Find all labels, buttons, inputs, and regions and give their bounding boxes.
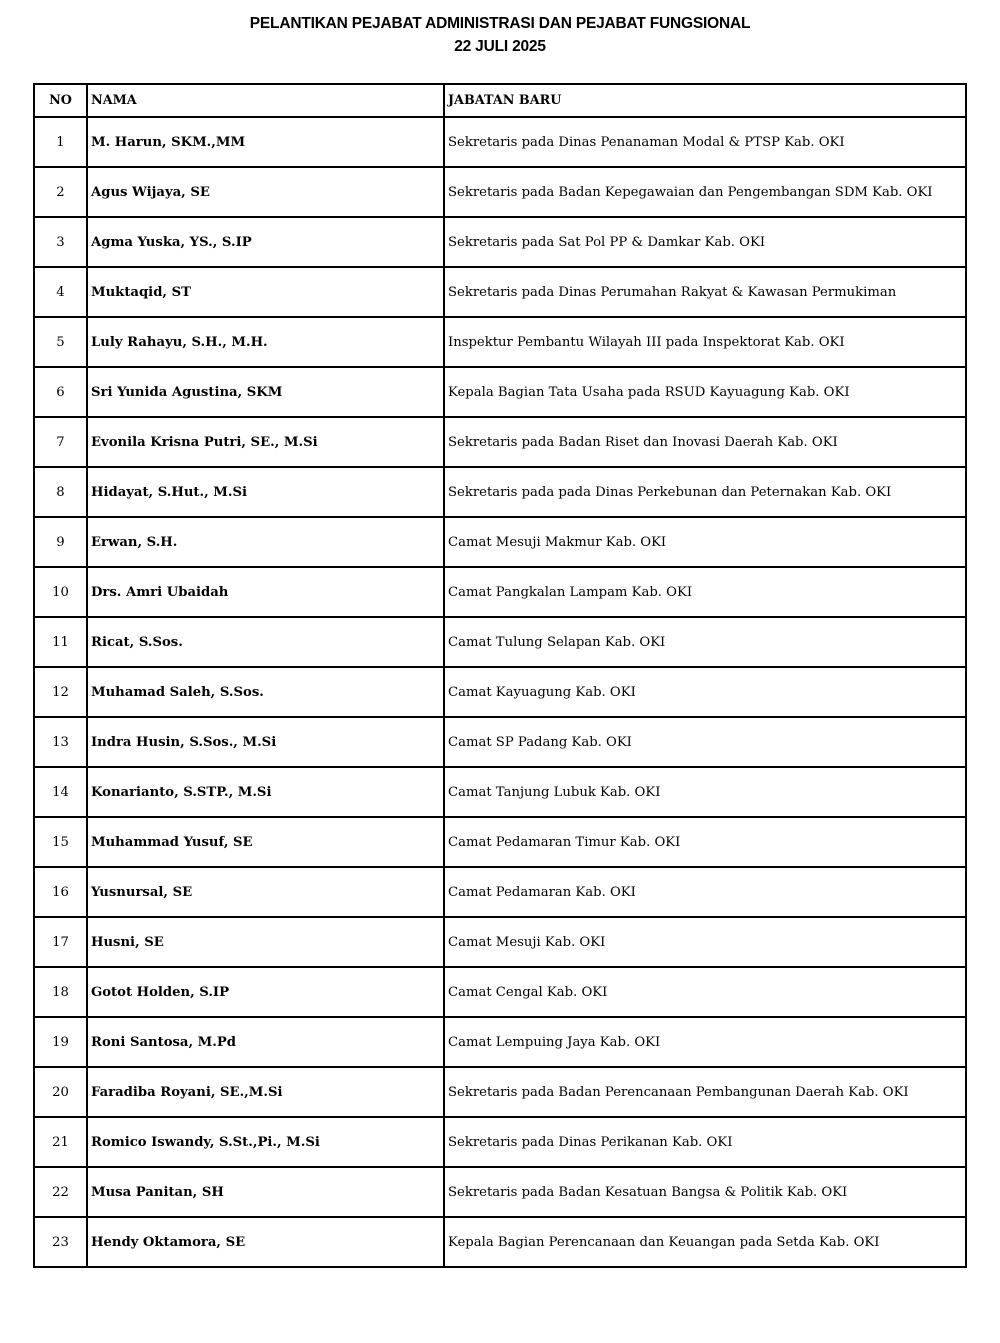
row-name: Ricat, S.Sos. [87,617,444,667]
row-name: Erwan, S.H. [87,517,444,567]
row-number: 22 [34,1167,87,1217]
row-name: Yusnursal, SE [87,867,444,917]
row-position: Sekretaris pada Badan Perencanaan Pembangunan Daerah Kab. OKI [444,1067,966,1117]
row-number: 7 [34,417,87,467]
row-name: Indra Husin, S.Sos., M.Si [87,717,444,767]
column-header-position: JABATAN BARU [444,84,966,117]
table-header [34,84,966,117]
document-title: PELANTIKAN PEJABAT ADMINISTRASI DAN PEJABAT FUNGSIONAL [249,15,751,32]
row-position: Kepala Bagian Perencanaan dan Keuangan pada Setda Kab. OKI [444,1217,966,1267]
row-name: Muktaqid, ST [87,267,444,317]
row-number: 20 [34,1067,87,1117]
document-header [0,12,1000,58]
row-position: Camat Tulung Selapan Kab. OKI [444,617,966,667]
row-name: Hidayat, S.Hut., M.Si [87,467,444,517]
row-position: Camat Pangkalan Lampam Kab. OKI [444,567,966,617]
table-row [34,467,966,517]
table-row [34,817,966,867]
table-row [34,267,966,317]
row-name: Hendy Oktamora, SE [87,1217,444,1267]
column-header-no: NO [34,84,87,117]
row-name: Agus Wijaya, SE [87,167,444,217]
row-number: 10 [34,567,87,617]
row-number: 2 [34,167,87,217]
row-number: 12 [34,667,87,717]
table-row [34,1217,966,1267]
row-position: Sekretaris pada Badan Riset dan Inovasi Daerah Kab. OKI [444,417,966,467]
row-number: 19 [34,1017,87,1067]
row-position: Sekretaris pada Sat Pol PP & Damkar Kab. OKI [444,217,966,267]
row-position: Sekretaris pada Dinas Perikanan Kab. OKI [444,1117,966,1167]
table-row [34,917,966,967]
row-number: 5 [34,317,87,367]
row-number: 11 [34,617,87,667]
row-number: 4 [34,267,87,317]
table-row [34,367,966,417]
row-name: Agma Yuska, YS., S.IP [87,217,444,267]
table-row [34,867,966,917]
row-number: 15 [34,817,87,867]
row-position: Camat Tanjung Lubuk Kab. OKI [444,767,966,817]
row-position: Camat Kayuagung Kab. OKI [444,667,966,717]
row-name: Drs. Amri Ubaidah [87,567,444,617]
table-row [34,767,966,817]
row-name: Konarianto, S.STP., M.Si [87,767,444,817]
row-position: Camat Lempuing Jaya Kab. OKI [444,1017,966,1067]
table-row [34,1117,966,1167]
appointment-table [33,83,967,1268]
table-row [34,1017,966,1067]
row-name: Musa Panitan, SH [87,1167,444,1217]
row-position: Inspektur Pembantu Wilayah III pada Inspektorat Kab. OKI [444,317,966,367]
table-row [34,967,966,1017]
table-row [34,617,966,667]
table-row [34,567,966,617]
table-row [34,317,966,367]
table-row [34,1167,966,1217]
row-position: Kepala Bagian Tata Usaha pada RSUD Kayuagung Kab. OKI [444,367,966,417]
table-row [34,1067,966,1117]
row-number: 21 [34,1117,87,1167]
row-position: Camat Pedamaran Kab. OKI [444,867,966,917]
row-name: M. Harun, SKM.,MM [87,117,444,167]
row-name: Faradiba Royani, SE.,M.Si [87,1067,444,1117]
row-position: Sekretaris pada Dinas Penanaman Modal & PTSP Kab. OKI [444,117,966,167]
row-position: Camat Cengal Kab. OKI [444,967,966,1017]
table-row [34,517,966,567]
row-number: 9 [34,517,87,567]
column-header-name: NAMA [87,84,444,117]
table-row [34,217,966,267]
row-position: Sekretaris pada Badan Kepegawaian dan Pengembangan SDM Kab. OKI [444,167,966,217]
row-number: 8 [34,467,87,517]
row-name: Gotot Holden, S.IP [87,967,444,1017]
row-name: Muhamad Saleh, S.Sos. [87,667,444,717]
row-name: Roni Santosa, M.Pd [87,1017,444,1067]
table-body [34,117,966,1267]
row-name: Husni, SE [87,917,444,967]
row-number: 6 [34,367,87,417]
row-name: Sri Yunida Agustina, SKM [87,367,444,417]
row-name: Evonila Krisna Putri, SE., M.Si [87,417,444,467]
row-position: Camat Mesuji Makmur Kab. OKI [444,517,966,567]
row-number: 16 [34,867,87,917]
row-number: 23 [34,1217,87,1267]
table-row [34,667,966,717]
row-name: Muhammad Yusuf, SE [87,817,444,867]
row-number: 17 [34,917,87,967]
row-number: 13 [34,717,87,767]
row-position: Camat Pedamaran Timur Kab. OKI [444,817,966,867]
table-row [34,117,966,167]
row-position: Sekretaris pada pada Dinas Perkebunan dan Peternakan Kab. OKI [444,467,966,517]
row-name: Luly Rahayu, S.H., M.H. [87,317,444,367]
row-position: Sekretaris pada Badan Kesatuan Bangsa & Politik Kab. OKI [444,1167,966,1217]
table-header-row [34,84,966,117]
row-number: 1 [34,117,87,167]
row-position: Sekretaris pada Dinas Perumahan Rakyat & Kawasan Permukiman [444,267,966,317]
row-number: 14 [34,767,87,817]
table-row [34,717,966,767]
table-row [34,417,966,467]
row-position: Camat SP Padang Kab. OKI [444,717,966,767]
row-position: Camat Mesuji Kab. OKI [444,917,966,967]
row-number: 3 [34,217,87,267]
document-date: 22 JULI 2025 [454,38,546,55]
table-row [34,167,966,217]
row-name: Romico Iswandy, S.St.,Pi., M.Si [87,1117,444,1167]
row-number: 18 [34,967,87,1017]
